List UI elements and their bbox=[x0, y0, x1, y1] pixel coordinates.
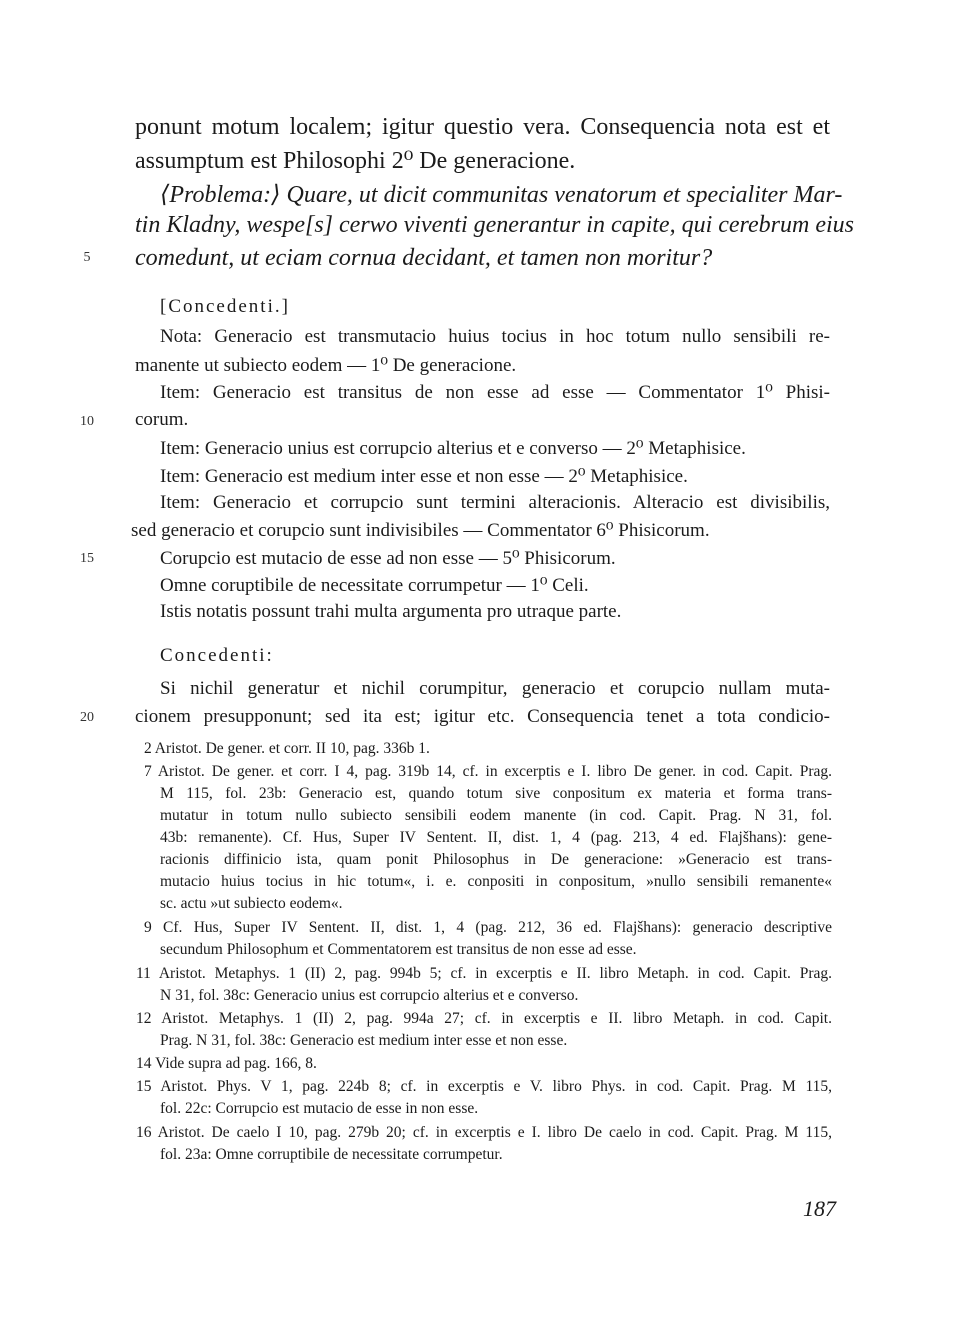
text-line: Corupcio est mutacio de esse ad non esse — 5⁰ Phisicorum. bbox=[160, 548, 616, 569]
text-line: tin Kladny, wespe[s] cerwo viventi generantur in capite, qui cerebrum eius bbox=[135, 212, 854, 238]
footnote-line: racionis diffinicio ista, quam ponit Philosophus in De generacione: »Generacio est trans- bbox=[160, 851, 832, 868]
footnote-line: secundum Philosophum et Commentatorem est transitus de non esse ad esse. bbox=[160, 941, 637, 958]
footnote-line: 11 Aristot. Metaphys. 1 (II) 2, pag. 994b 5; cf. in excerptis e II. libro Metaph. in cod. Capit. Prag. bbox=[136, 965, 832, 982]
footnote-line: 2 Aristot. De gener. et corr. II 10, pag. 336b 1. bbox=[144, 740, 430, 757]
line-number: 15 bbox=[80, 551, 94, 566]
text-line: Si nichil generatur et nichil corumpitur, generacio et corupcio nullam muta- bbox=[160, 678, 830, 699]
text-line: comedunt, ut eciam cornua decidant, et tamen non moritur? bbox=[135, 245, 713, 271]
footnote-line: N 31, fol. 38c: Generacio unius est corrupcio alterius et e converso. bbox=[160, 987, 579, 1004]
footnote-line: mutacio huius tocius in hic totum«, i. e. conpositi in conpositum, »nullo sensibili remanente« bbox=[160, 873, 832, 890]
text-line: Istis notatis possunt trahi multa argumenta pro utraque parte. bbox=[160, 601, 622, 622]
text-line: manente ut subiecto eodem — 1⁰ De generacione. bbox=[135, 355, 517, 376]
text-line: Item: Generacio et corrupcio sunt termini alteracionis. Alteracio est divisibilis, bbox=[160, 492, 830, 513]
footnote-line: M 115, fol. 23b: Generacio est, quando totum sive conpositum ex materia et forma trans- bbox=[160, 785, 832, 802]
text-line: ponunt motum localem; igitur questio vera. Consequencia nota est et bbox=[135, 114, 830, 140]
footnote-line: sc. actu »ut subiecto eodem«. bbox=[160, 895, 343, 912]
footnote-line: 9 Cf. Hus, Super IV Sentent. II, dist. 1, 4 (pag. 212, 36 ed. Flajšhans): generacio descriptive bbox=[144, 919, 832, 936]
footnote-line: Prag. N 31, fol. 38c: Generacio est medium inter esse et non esse. bbox=[160, 1032, 568, 1049]
text-line: Item: Generacio est transitus de non esse ad esse — Commentator 1⁰ Phisi- bbox=[160, 382, 830, 403]
problem-heading-line: ⟨Problema:⟩ Quare, ut dicit communitas venatorum et specialiter Mar- bbox=[160, 182, 843, 208]
footnote-line: mutatur in totum nullo subiecto sensibili eodem manente (in cod. Capit. Prag. N 31, fol. bbox=[160, 807, 832, 824]
section-heading-concedenti: [Concedenti.] bbox=[160, 296, 290, 317]
text-line: corum. bbox=[135, 409, 189, 430]
footnote-line: fol. 22c: Corrupcio est mutacio de esse in non esse. bbox=[160, 1100, 479, 1117]
footnote-line: 12 Aristot. Metaphys. 1 (II) 2, pag. 994a 27; cf. in excerptis e II. libro Metaph. in cod. Capit. bbox=[136, 1010, 832, 1027]
footnote-line: 7 Aristot. De gener. et corr. I 4, pag. 319b 14, cf. in excerptis e I. libro De gener. in cod. Capit. Prag. bbox=[144, 763, 832, 780]
section-heading-concedenti: Concedenti: bbox=[160, 645, 274, 666]
line-number: 20 bbox=[80, 710, 94, 725]
page-number: 187 bbox=[803, 1196, 836, 1221]
footnote-line: 43b: remanente). Cf. Hus, Super IV Sentent. II, dist. 1, 4 (pag. 213, 4 ed. Flajšhans): gene- bbox=[160, 829, 832, 846]
text-line: Item: Generacio est medium inter esse et non esse — 2⁰ Metaphisice. bbox=[160, 466, 688, 487]
footnote-line: 15 Aristot. Phys. V 1, pag. 224b 8; cf. in excerptis e V. libro Phys. in cod. Capit. Prag. M 115, bbox=[136, 1078, 832, 1095]
text-line: assumptum est Philosophi 2⁰ De generacione. bbox=[135, 148, 576, 174]
footnote-line: 14 Vide supra ad pag. 166, 8. bbox=[136, 1055, 317, 1072]
text-line: Omne coruptibile de necessitate corrumpetur — 1⁰ Celi. bbox=[160, 575, 589, 596]
text-line: Item: Generacio unius est corrupcio alterius et e converso — 2⁰ Metaphisice. bbox=[160, 438, 746, 459]
footnote-line: 16 Aristot. De caelo I 10, pag. 279b 20; cf. in excerptis e I. libro De caelo in cod. Capit. Prag. M 115, bbox=[136, 1124, 832, 1141]
line-number: 10 bbox=[80, 414, 94, 429]
text-line: cionem presupponunt; sed ita est; igitur etc. Consequencia tenet a tota condicio- bbox=[135, 706, 830, 727]
line-number: 5 bbox=[83, 250, 91, 265]
text-line: sed generacio et corupcio sunt indivisibiles — Commentator 6⁰ Phisicorum. bbox=[131, 520, 710, 541]
footnote-line: fol. 23a: Omne corruptibile de necessitate corrumpetur. bbox=[160, 1146, 503, 1163]
text-line: Nota: Generacio est transmutacio huius tocius in hoc totum nullo sensibili re- bbox=[160, 326, 830, 347]
